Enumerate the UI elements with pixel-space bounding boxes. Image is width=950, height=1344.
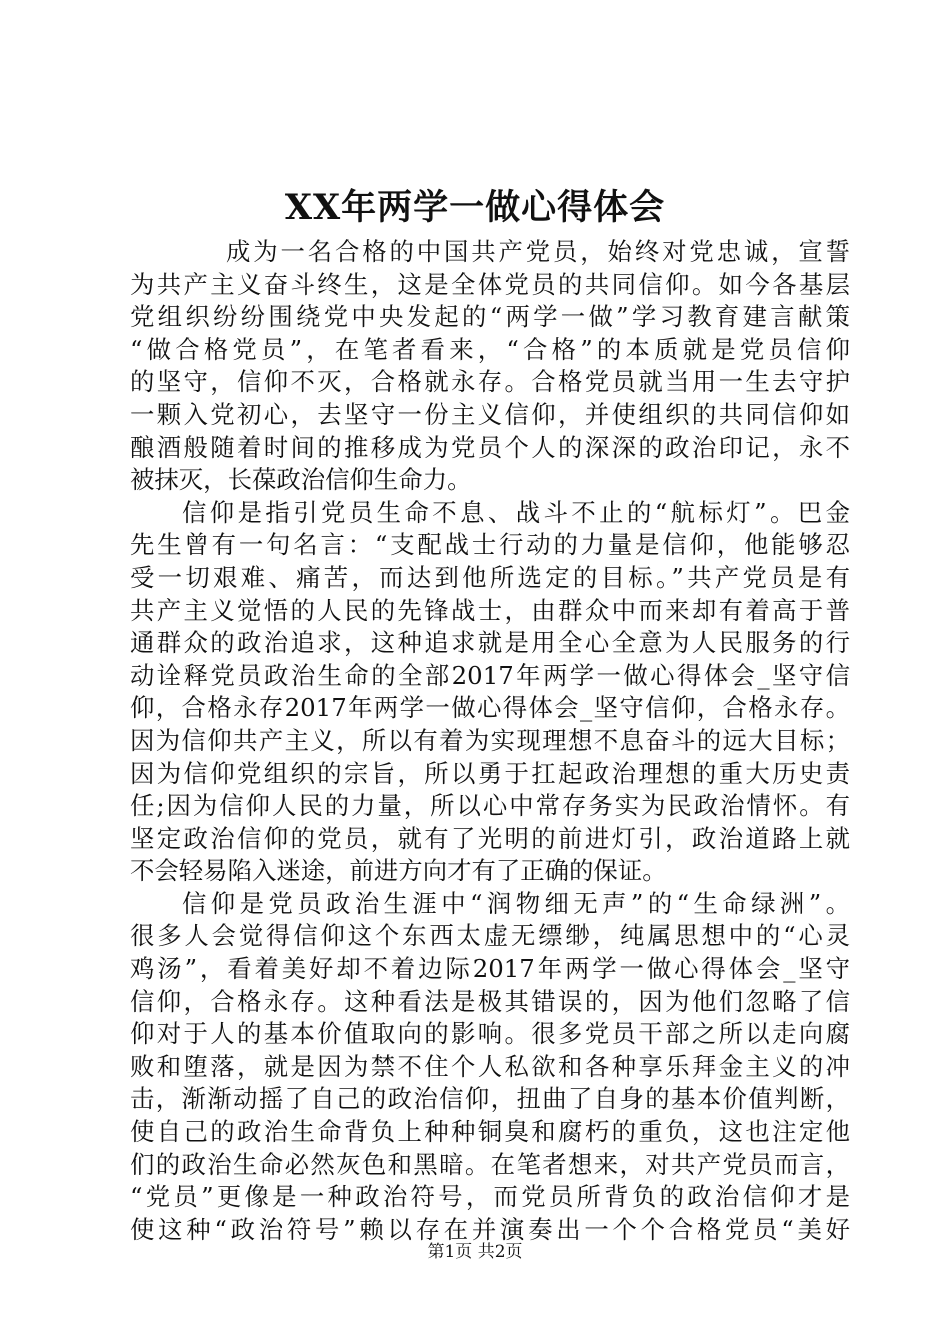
text-line: 因为信仰共产主义，所以有着为实现理想不息奋斗的远大目标； — [130, 725, 850, 755]
text-line: 的坚守，信仰不灭，合格就永存。合格党员就当用一生去守护 — [130, 367, 850, 397]
text-line: 动诠释党员政治生命的全部2017年两学一做心得体会_坚守信 — [130, 660, 850, 690]
text-line: “做合格党员”，在笔者看来，“合格”的本质就是党员信仰 — [130, 334, 850, 364]
text-line: 很多人会觉得信仰这个东西太虚无缥缈，纯属思想中的“心灵 — [130, 921, 850, 951]
text-line: 鸡汤”，看着美好却不着边际2017年两学一做心得体会_坚守 — [130, 954, 850, 984]
text-line: 先生曾有一句名言：“支配战士行动的力量是信仰，他能够忍 — [130, 530, 850, 560]
text-line: 信仰，合格永存。这种看法是极其错误的，因为他们忽略了信 — [130, 986, 850, 1016]
text-line: 一颗入党初心，去坚守一份主义信仰，并使组织的共同信仰如 — [130, 399, 850, 429]
text-line: 党组织纷纷围绕党中央发起的“两学一做”学习教育建言献策 — [130, 302, 850, 332]
page-footer: 第1页 共2页 — [427, 1242, 523, 1262]
text-line: 不会轻易陷入迷途，前进方向才有了正确的保证。 — [130, 856, 667, 886]
text-line: 信仰是指引党员生命不息、战斗不止的“航标灯”。巴金 — [182, 497, 850, 527]
text-line: 被抹灭，长葆政治信仰生命力。 — [130, 465, 472, 495]
text-line: 受一切艰难、痛苦，而达到他所选定的目标。”共产党员是有 — [130, 562, 850, 592]
text-line: 通群众的政治追求，这种追求就是用全心全意为人民服务的行 — [130, 628, 850, 658]
text-line: 击，渐渐动摇了自己的政治信仰，扭曲了自身的基本价值判断， — [130, 1084, 850, 1114]
document-title: XX年两学一做心得体会 — [284, 187, 666, 228]
text-line: 成为一名合格的中国共产党员，始终对党忠诚，宣誓 — [226, 237, 850, 266]
text-line: 任;因为信仰人民的力量，所以心中常存务实为民政治情怀。有 — [130, 791, 850, 821]
paragraph — [130, 497, 850, 888]
text-line: 仰对于人的基本价值取向的影响。很多党员干部之所以走向腐 — [130, 1019, 850, 1049]
text-line: 们的政治生命必然灰色和黑暗。在笔者想来，对共产党员而言， — [130, 1149, 850, 1179]
text-line: 为共产主义奋斗终生，这是全体党员的共同信仰。如今各基层 — [130, 269, 850, 299]
text-line: 仰，合格永存2017年两学一做心得体会_坚守信仰，合格永存。 — [130, 693, 850, 723]
text-line: 使这种“政治符号”赖以存在并演奏出一个个合格党员“美好 — [130, 1214, 850, 1244]
text-line: 信仰是党员政治生涯中“润物细无声”的“生命绿洲”。 — [182, 888, 850, 918]
text-line: 使自己的政治生命背负上种种铜臭和腐朽的重负，这也注定他 — [130, 1117, 850, 1147]
paragraph — [130, 236, 850, 497]
text-line: 败和堕落，就是因为禁不住个人私欲和各种享乐拜金主义的冲 — [130, 1051, 850, 1081]
text-line: 因为信仰党组织的宗旨，所以勇于扛起政治理想的重大历史责 — [130, 758, 850, 788]
text-line: 酿酒般随着时间的推移成为党员个人的深深的政治印记，永不 — [130, 432, 850, 462]
paragraph — [130, 888, 850, 1247]
text-line: 共产主义觉悟的人民的先锋战士，由群众中而来却有着高于普 — [130, 595, 850, 625]
document-body — [130, 236, 850, 1246]
text-line: “党员”更像是一种政治符号，而党员所背负的政治信仰才是 — [130, 1182, 850, 1212]
text-line: 坚定政治信仰的党员，就有了光明的前进灯引，政治道路上就 — [130, 823, 850, 853]
